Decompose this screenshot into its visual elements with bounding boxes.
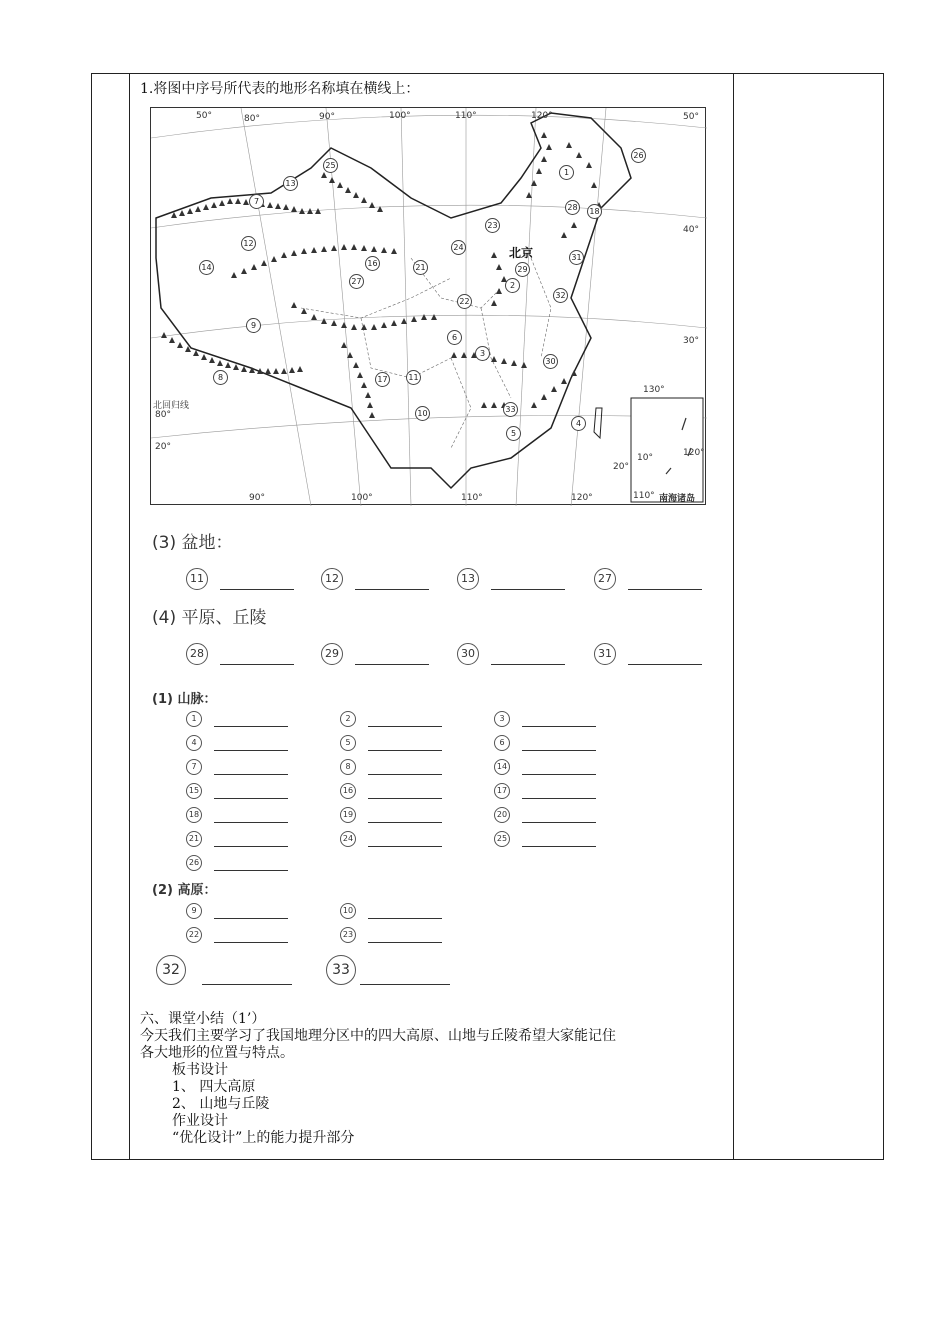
answer-blank[interactable] [220,589,294,590]
answer-row [594,568,702,590]
map-marker: 22 [457,294,472,309]
map-marker: 9 [246,318,261,333]
map-marker: 11 [406,370,421,385]
map-marker: 7 [249,194,264,209]
plateau-heading: (2) 高原： [152,883,217,898]
answer-blank[interactable] [214,870,288,871]
map-label: 30° [683,336,699,346]
answer-number: 2 [340,711,356,727]
answer-blank[interactable] [628,664,702,665]
china-terrain-map [150,107,706,505]
board-item: 2、 山地与丘陵 [172,1096,270,1112]
board-design: 板书设计 [172,1062,228,1078]
answer-blank[interactable] [214,798,288,799]
map-marker: 28 [565,200,580,215]
beijing-label: 北京 [509,246,534,260]
answer-blank[interactable] [522,798,596,799]
answer-blank[interactable] [368,918,442,919]
inset-caption: 南海诸岛 [659,494,696,504]
answer-number: 27 [594,568,616,590]
answer-row [186,807,288,823]
map-marker: 8 [213,370,228,385]
table-divider [733,74,734,1159]
answer-number: 20 [494,807,510,823]
answer-number: 23 [340,927,356,943]
answer-blank[interactable] [491,589,565,590]
answer-row [340,759,442,775]
map-marker: 6 [447,330,462,345]
answer-number: 30 [457,643,479,665]
answer-number: 7 [186,759,202,775]
answer-blank[interactable] [522,774,596,775]
answer-number: 11 [186,568,208,590]
answer-blank[interactable] [491,664,565,665]
map-marker: 23 [485,218,500,233]
mountain-heading: (1) 山脉： [152,692,217,707]
answer-number: 31 [594,643,616,665]
answer-row [457,568,565,590]
answer-number: 8 [340,759,356,775]
answer-number: 28 [186,643,208,665]
answer-row [594,643,702,665]
summary-text: 今天我们主要学习了我国地理分区中的四大高原、山地与丘陵希望大家能记住 [140,1028,616,1044]
map-marker: 1 [559,165,574,180]
map-label: 130° [643,385,665,395]
answer-number: 4 [186,735,202,751]
answer-row [186,759,288,775]
map-drawing [151,108,707,506]
answer-number: 26 [186,855,202,871]
map-label: 80° [155,410,171,420]
map-label: 110° [633,491,655,501]
basin-heading: (3) 盆地： [152,533,233,553]
map-marker: 13 [283,176,298,191]
answer-blank[interactable] [214,822,288,823]
map-marker: 5 [506,426,521,441]
map-label: 100° [351,493,373,503]
map-marker: 3 [475,346,490,361]
answer-row [321,568,429,590]
answer-blank[interactable] [214,918,288,919]
answer-row [186,903,288,919]
map-label: 90° [249,493,265,503]
answer-number: 14 [494,759,510,775]
answer-number: 18 [186,807,202,823]
answer-row [326,955,450,985]
answer-number: 22 [186,927,202,943]
map-marker: 27 [349,274,364,289]
answer-blank[interactable] [355,664,429,665]
answer-number: 15 [186,783,202,799]
map-marker: 21 [413,260,428,275]
answer-row [340,783,442,799]
answer-row [186,711,288,727]
answer-row [321,643,429,665]
answer-row [186,735,288,751]
answer-blank[interactable] [368,798,442,799]
answer-blank[interactable] [214,750,288,751]
answer-number: 32 [156,955,186,985]
map-label: 120° [683,448,705,458]
answer-row [340,807,442,823]
answer-number: 21 [186,831,202,847]
answer-blank[interactable] [522,750,596,751]
answer-blank[interactable] [360,984,450,985]
homework-design: 作业设计 [172,1113,228,1129]
answer-blank[interactable] [628,589,702,590]
answer-number: 9 [186,903,202,919]
answer-row [340,927,442,943]
map-marker: 17 [375,372,390,387]
map-label: 50° [196,111,212,121]
map-marker: 29 [515,262,530,277]
answer-number: 29 [321,643,343,665]
board-item: 1、 四大高原 [172,1079,256,1095]
map-marker: 25 [323,158,338,173]
answer-number: 19 [340,807,356,823]
answer-row [156,955,292,985]
map-label: 40° [683,225,699,235]
map-marker: 26 [631,148,646,163]
map-marker: 18 [587,204,602,219]
answer-number: 25 [494,831,510,847]
answer-row [340,831,442,847]
answer-blank[interactable] [368,942,442,943]
answer-number: 10 [340,903,356,919]
map-marker: 30 [543,354,558,369]
answer-row [186,783,288,799]
answer-blank[interactable] [368,726,442,727]
answer-number: 17 [494,783,510,799]
map-label: 100° [389,111,411,121]
answer-blank[interactable] [214,942,288,943]
answer-blank[interactable] [368,822,442,823]
answer-number: 6 [494,735,510,751]
answer-row [494,735,596,751]
answer-row [186,831,288,847]
answer-number: 24 [340,831,356,847]
map-label: 120° [531,111,553,121]
map-label: 20° [613,462,629,472]
answer-blank[interactable] [522,846,596,847]
map-label: 50° [683,112,699,122]
answer-row [186,568,294,590]
map-label: 10° [637,453,653,463]
answer-number: 5 [340,735,356,751]
answer-blank[interactable] [214,774,288,775]
answer-row [494,831,596,847]
answer-row [340,903,442,919]
answer-blank[interactable] [214,726,288,727]
answer-blank[interactable] [355,589,429,590]
map-marker: 4 [571,416,586,431]
answer-blank[interactable] [214,846,288,847]
answer-blank[interactable] [522,726,596,727]
answer-row [186,643,294,665]
map-marker: 16 [365,256,380,271]
answer-blank[interactable] [522,822,596,823]
map-marker: 24 [451,240,466,255]
plain-heading: (4) 平原、丘陵 [152,608,267,628]
answer-row [494,759,596,775]
answer-blank[interactable] [368,846,442,847]
map-label: 20° [155,442,171,452]
homework-item: “优化设计”上的能力提升部分 [172,1130,355,1146]
map-marker: 10 [415,406,430,421]
map-marker: 14 [199,260,214,275]
summary-heading: 六、课堂小结（1’） [140,1011,266,1027]
answer-blank[interactable] [202,984,292,985]
answer-row [340,711,442,727]
map-marker: 33 [503,402,518,417]
answer-row [494,807,596,823]
answer-row [494,711,596,727]
answer-blank[interactable] [368,750,442,751]
tropic-label: 北回归线 [153,401,190,411]
map-label: 80° [244,114,260,124]
map-label: 110° [455,111,477,121]
map-marker: 31 [569,250,584,265]
answer-number: 16 [340,783,356,799]
question-text: 1.将图中序号所代表的地形名称填在横线上： [140,81,420,97]
answer-blank[interactable] [220,664,294,665]
map-marker: 2 [505,278,520,293]
answer-blank[interactable] [368,774,442,775]
answer-row [340,735,442,751]
answer-number: 33 [326,955,356,985]
answer-number: 12 [321,568,343,590]
answer-number: 13 [457,568,479,590]
table-divider [129,74,130,1159]
map-label: 120° [571,493,593,503]
answer-row [186,855,288,871]
map-marker: 12 [241,236,256,251]
summary-text: 各大地形的位置与特点。 [140,1045,294,1061]
answer-number: 3 [494,711,510,727]
map-marker: 32 [553,288,568,303]
answer-row [186,927,288,943]
map-label: 110° [461,493,483,503]
answer-row [494,783,596,799]
map-label: 90° [319,112,335,122]
answer-row [457,643,565,665]
answer-number: 1 [186,711,202,727]
